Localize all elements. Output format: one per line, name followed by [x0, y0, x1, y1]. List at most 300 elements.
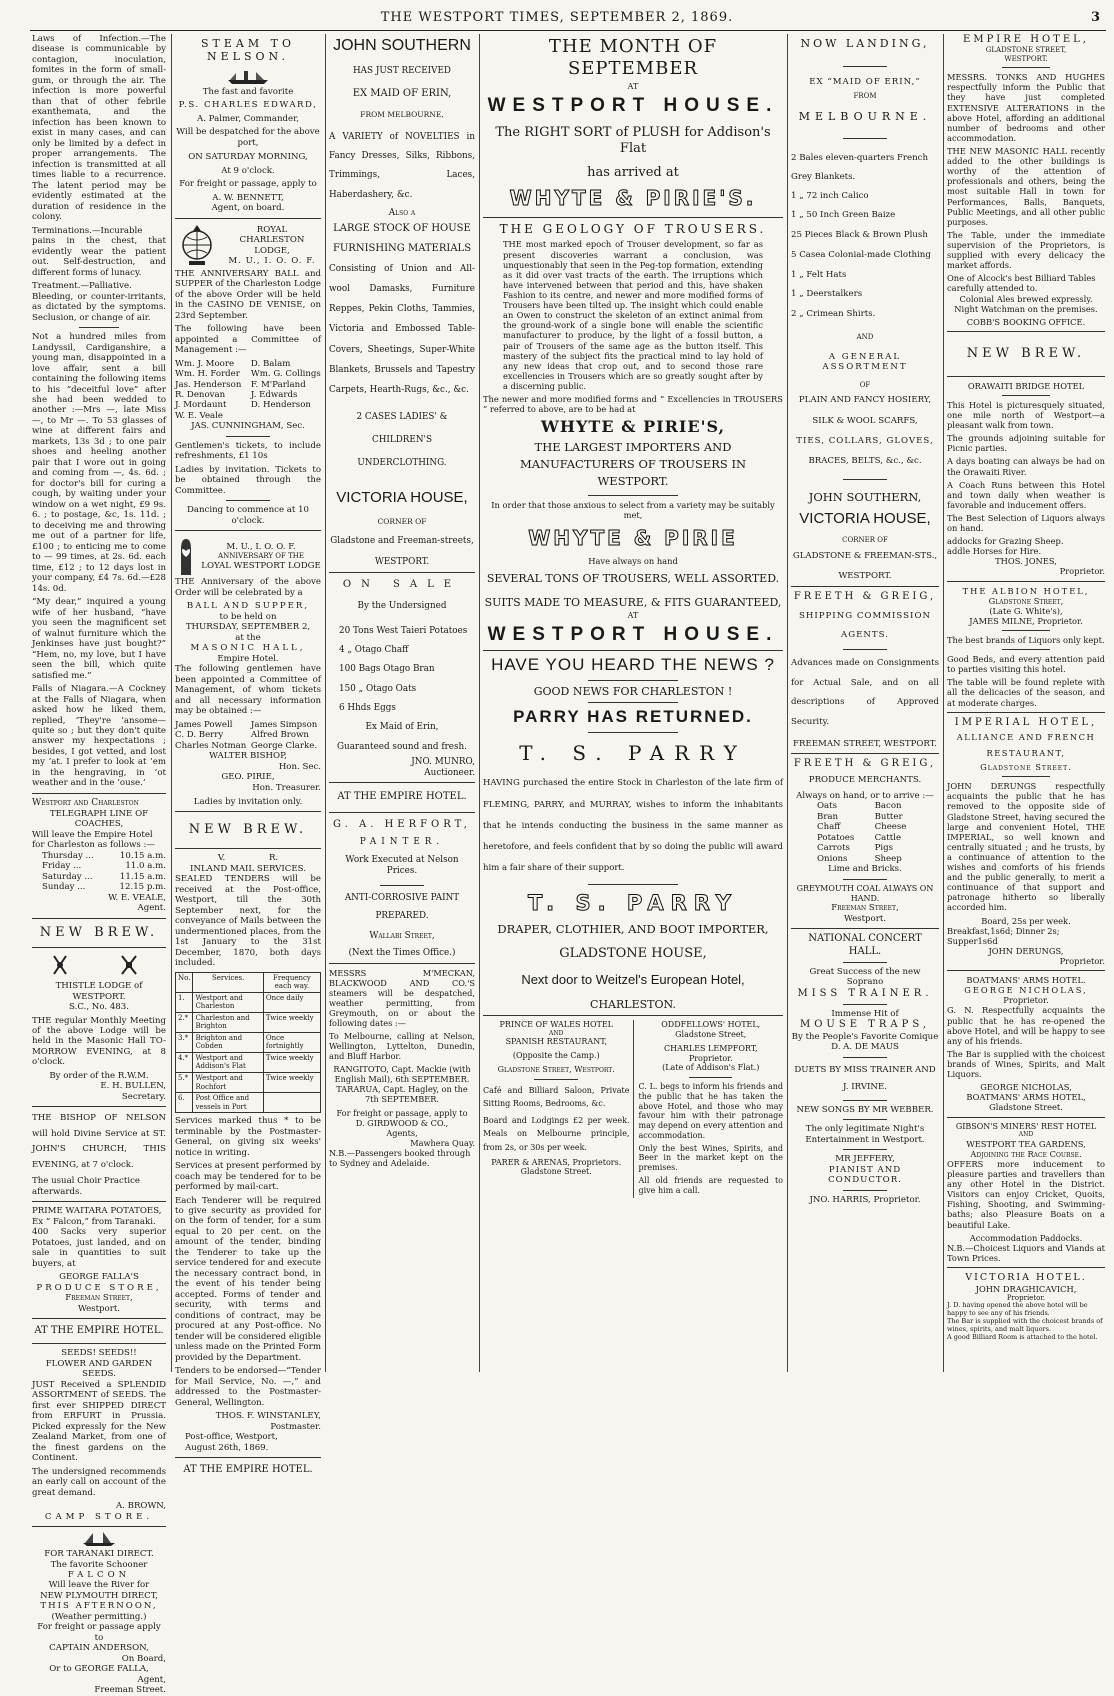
melbourne-heading: MELBOURNE. [798, 110, 932, 124]
and-label: AND [856, 333, 874, 341]
coach-row: Thursday ... 10.15 a.m. [42, 850, 166, 861]
orawaiti-body: addocks for Grazing Sheep. [947, 536, 1064, 547]
furniture-anecdote: “My dear,” inquired a young wife of her husband, “have you seen the magnificent set of walnut furniture which the Jenkinses have just bought?” “Hem, no, my love, but I have seen the bill, which quite satisfied me.” [32, 597, 166, 681]
agents-label: Agents, [386, 1127, 418, 1138]
divider [947, 376, 1105, 377]
always-on-hand: Always on hand, or to arrive :— [796, 791, 934, 801]
goods-row: Carrots Pigs [817, 843, 894, 854]
sale-item: 100 Bags Otago Bran [339, 664, 435, 675]
billiard-line: One of Alcock's best Billiard Tables carefully attended to. [947, 273, 1096, 294]
southern-line: HAS JUST RECEIVED [353, 65, 451, 76]
column-separator [943, 34, 944, 1372]
tararua-ship: TARARUA, Capt. Hagley, on the 7th SEPTEMBER. [336, 1083, 468, 1104]
seeds-body-2: The undersigned recommends an early call on account of the great demand. [32, 1466, 166, 1498]
imperial-board: Board, 25s per week. [981, 915, 1071, 926]
divider [175, 811, 321, 812]
royal-charleston-title: ROYAL CHARLESTON [239, 224, 305, 246]
news-heading: HAVE YOU HEARD THE NEWS ? [491, 655, 775, 674]
goods-row: Potatoes Cattle [817, 832, 902, 843]
taranaki-heading: FOR TARANAKI DIRECT. [44, 1549, 154, 1560]
seeds-signature: A. BROWN, [115, 1501, 166, 1512]
divider [588, 702, 678, 703]
westport-town: WESTPORT. [374, 556, 430, 567]
albion-proprietor: JAMES MILNE, Proprietor. [969, 615, 1083, 626]
winstanley-signature: THOS. F. WINSTANLEY, [215, 1411, 321, 1422]
seeds-body: JUST Received a SPLENDID ASSORTMENT of SEEDS. The first ever SHIPPED DIRECT from ERFURT in Prussia. Picked expressly for the New Zealand Market, from one of the finest gardens on the Continent. [32, 1379, 166, 1464]
imperial-body: JOHN DERUNGS respectfully acquaints the public that he has removed to the opposite side of Gladstone Street, having secured the large and convenient Hotel, THE IMPERIAL, so well known and centrally situated ; and he trusts, by a continuance of attention to the wishes and comforts of his friends and the public generally, to merit a continuance of that support and patronage hitherto so liberally accorded him. [947, 781, 1105, 913]
comique-line: By the People's Favorite Comique [791, 1031, 939, 1042]
herfort-heading: G. A. HERFORT, [333, 818, 471, 830]
mouse-traps: MOUSE TRAPS, [799, 1019, 931, 1031]
westport-house-heading: WESTPORT HOUSE. [487, 623, 779, 645]
whyte-pirie-outline: WHYTE & PIRIE [528, 525, 738, 550]
divider [79, 327, 119, 328]
national-concert-hall: NATIONAL CONCERT HALL. [808, 933, 922, 957]
divider [947, 970, 1105, 971]
rangitoto-ship: RANGITOTO, Capt. Mackie (with English Mail), 6th SEPTEMBER. [333, 1063, 471, 1084]
divider [843, 649, 887, 650]
steam-to-nelson-heading: STEAM TO NELSON. [201, 37, 295, 64]
steamer-icon [226, 67, 270, 85]
committee-row: Wm. J. Moore D. Balam [175, 358, 291, 369]
parry-returned: PARRY HAS RETURNED. [513, 707, 753, 727]
divider [588, 884, 678, 885]
greymouth-coal: GREYMOUTH COAL ALWAYS ON HAND. [796, 883, 934, 903]
steam-line: For freight or passage, apply to [179, 179, 317, 190]
alliance-restaurant: ALLIANCE AND FRENCH RESTAURANT, [956, 731, 1096, 759]
table-row: 6. Post Office and vessels in Port [176, 1093, 321, 1113]
derungs-role: Proprietor. [1059, 956, 1105, 967]
sale-item: 150 „ Otago Oats [339, 683, 417, 694]
masthead [0, 0, 1114, 32]
loyal-mu-iof: M. U., I. O. O. F. [226, 541, 296, 552]
falla-store-name: GEORGE FALLA'S [59, 1272, 139, 1283]
prince-body: Café and Billiard Saloon, Private Sitting Rooms, Bedrooms, &c. [483, 1085, 630, 1109]
divider [947, 331, 1105, 332]
now-landing-heading: NOW LANDING, [800, 37, 930, 50]
prince-heading: PRINCE OF WALES HOTEL [499, 1020, 613, 1030]
nicholas-name: GEORGE NICHOLAS, [964, 985, 1088, 996]
divider [32, 793, 166, 794]
westport-town: Westport. [77, 1303, 121, 1314]
imperial-meals: Breakfast,1s6d; Dinner 2s; Supper1s6d [947, 925, 1060, 946]
divider [588, 495, 678, 496]
oddfellows-body: C. L. begs to inform his friends and the public that he has taken the above Hotel, and those who may favour him with their patronage may depend on every attention and accommodation. [638, 1082, 783, 1140]
bishop-signature: WALTER BISHOP, [209, 751, 287, 762]
divider [226, 436, 270, 437]
committee-row: Charles Notman George Clarke. [175, 740, 318, 751]
masonic-emblem-icon [32, 952, 166, 978]
empire-street: GLADSTONE STREET, [985, 46, 1067, 55]
divider [843, 479, 887, 480]
inland-mail-heading: INLAND MAIL SERVICES. [190, 863, 306, 874]
john-southern-name: JOHN SOUTHERN, [808, 489, 922, 504]
oddfellows-globe-emblem-icon [175, 223, 219, 269]
arrived-label: has arrived at [587, 164, 679, 180]
coaches-intro: Will leave the Empire Hotel for Charleston as follows :— [32, 829, 155, 851]
divider [843, 66, 887, 67]
divider [843, 1004, 887, 1005]
corner-of: CORNER OF [842, 536, 888, 545]
divider [1002, 776, 1049, 777]
tea-gardens: WESTPORT TEA GARDENS, [966, 1138, 1086, 1149]
divider [843, 962, 887, 963]
divider [791, 753, 939, 754]
thistle-lodge-number: S.C., No. 483. [69, 1002, 129, 1013]
committee-intro: The following have been appointed a Committee of Management :— [175, 324, 321, 356]
silk-scarfs: SILK & WOOL SCARFS, [812, 415, 918, 426]
divider [32, 1318, 166, 1319]
cunningham-signature: JAS. CUNNINGHAM, Sec. [191, 421, 305, 432]
novelties-body: A VARIETY of NOVELTIES in Fancy Dresses, Silks, Ribbons, Trimmings, Laces, Haberdashery, &c. [329, 131, 475, 200]
corner-of: CORNER OF [377, 517, 427, 527]
landing-item: 2 „ Crimean Shirts. [791, 309, 876, 320]
pirie-signature: GEO. PIRIE, [221, 772, 275, 783]
column-separator [325, 34, 326, 1372]
gladstone-streets: Gladstone and Freeman-streets, [330, 536, 474, 547]
new-brew-heading: NEW BREW. [188, 822, 308, 838]
tickets-notice: Gentlemen's tickets, to include refreshments, £1 10s [175, 440, 321, 462]
prince-street: Gladstone Street, Westport. [497, 1064, 615, 1074]
ties-collars: TIES, COLLARS, GLOVES, [796, 436, 934, 446]
table-row: 5.* Westport and Rochfort Twice weekly [176, 1072, 321, 1092]
divider [791, 586, 939, 587]
divider [947, 712, 1105, 713]
divider [588, 680, 678, 681]
thistle-signature: E. H. BULLEN, [100, 1081, 166, 1092]
empire-hotel-heading: EMPIRE HOTEL, [963, 34, 1089, 45]
column-3 [329, 34, 475, 1372]
committee-row: Wm. H. Forder Wm. G. Collings [175, 369, 321, 380]
divider [175, 1457, 321, 1458]
divider [329, 782, 475, 783]
divider [791, 928, 939, 929]
freight-apply: For freight or passage, apply to [336, 1107, 468, 1118]
divider [175, 530, 321, 531]
passengers-note: N.B.—Passengers booked through to Sydney and Adelaide. [329, 1147, 471, 1168]
soprano-success: Great Success of the new Soprano [809, 966, 921, 988]
melbourne-route: To Melbourne, calling at Nelson, Wellington, Lyttelton, Dunedin, and Bluff Harbor. [329, 1030, 475, 1061]
bennett-signature: A. W. BENNETT, [212, 192, 284, 203]
thistle-signature-role: Secretary. [121, 1091, 166, 1102]
jones-signature: THOS. JONES, [995, 556, 1057, 567]
divider [843, 1190, 887, 1191]
ts-parry-outline: T. S. PARRY [528, 890, 738, 915]
divider [329, 963, 475, 964]
potatoes-heading: PRIME WAITARA POTATOES, Ex “ Falcon,” from Taranaki. [32, 1206, 162, 1227]
victoria-house-heading: VICTORIA HOUSE, [799, 509, 931, 527]
auctioneer-role: Auctioneer. [424, 767, 475, 778]
southern-from: FROM MELBOURNE, [360, 110, 444, 120]
divider [175, 848, 321, 849]
gladstone-house: GLADSTONE HOUSE, [559, 946, 707, 962]
watchman-line: Night Watchman on the premises. [954, 303, 1098, 314]
ladies-notice: Ladies by invitation. Tickets to be obtained through the Committee. [175, 464, 321, 496]
derungs-signature: JOHN DERUNGS, [988, 945, 1064, 956]
freeman-street-westport: FREEMAN STREET, WESTPORT. [793, 738, 937, 749]
divider [32, 1106, 166, 1107]
terminations-article: Terminations.—Incurable pains in the chest, that evidently wear the patient out. Self-destruction, and different forms of lunacy. [32, 225, 166, 278]
albion-body: The best brands of Liquors only kept. [947, 635, 1105, 646]
table-header-row: No. Services. Frequency each way. [176, 972, 321, 992]
ball-and-supper: BALL AND SUPPER, [186, 601, 310, 612]
nicholas-body: The Bar is supplied with the choicest brands of Wines, Spirits, and Malt Liquors. [947, 1048, 1105, 1080]
niagara-anecdote: Falls of Niagara.—A Cockney at the Falls of Niagara, when asked how he liked them, replied, ‘They're ’ansome—quite so ; but they don't quite answer my hexpectations ; besides, I got vetted, and lost my ’at. I prefer to look at ’em in the hengraving, in ’ot weather and in the ’ouse.’ [32, 684, 166, 789]
camp-store: CAMP STORE. [44, 1511, 154, 1522]
column-separator [171, 34, 172, 1372]
divider [947, 581, 1105, 582]
freeman-street: Freeman Street, [65, 1293, 133, 1304]
committee-row: C. D. Berry Alfred Brown [175, 730, 309, 741]
southern-ex-maid: EX MAID OF ERIN, [352, 88, 452, 100]
harris-proprietor: JNO. HARRIS, Proprietor. [809, 1194, 921, 1205]
choir-practice: The usual Choir Practice afterwards. [32, 1176, 140, 1197]
empire-hotel-heading: AT THE EMPIRE HOTEL. [34, 1325, 164, 1337]
gladstone-street: Gladstone Street. [989, 1102, 1063, 1113]
spanish-restaurant: SPANISH RESTAURANT, [505, 1037, 607, 1047]
hon-sec: Hon. Sec. [278, 761, 321, 772]
prince-of-wales-ad [483, 1020, 634, 1198]
falcon-ship-name: FALCON [67, 1569, 131, 1580]
always-on-hand: Have always on hand [588, 556, 678, 567]
orawaiti-body: addle Horses for Hire. [947, 546, 1042, 557]
thistle-lodge-title: THISTLE LODGE of WESTPORT. [55, 981, 143, 1002]
mail-notes: Each Tenderer will be required to give security as provided for on the form of tender, for a sum equal to 20 per cent. on the amount of the tender, binding the Tenderer to take up the service tendered for and execute the necessary contract bond, in the event of his tender being accepted. Forms of tender and security, with terms and conditions of contract, may be procured at any Post-office. No tender will be considered eligible unless made on the Printed Form provided by the Department. [175, 1195, 322, 1363]
coaches-signature: W. E. VEALE, [108, 892, 166, 903]
nicholas-body: G. N. Respectfully acquaints the public that he has re-opened the above Hotel, and will be happy to see any of his friends. [947, 1005, 1105, 1046]
from-label: FROM [853, 91, 877, 100]
wallabi-street: Wallabi Street, [369, 931, 435, 942]
thistle-lodge-body: THE regular Monthly Meeting of the above Lodge will be held in the Masonic Hall TO-MORROW EVENING, at 8 o'clock. [32, 1015, 166, 1068]
taranaki-line: For freight or passage apply to [37, 1622, 161, 1643]
munro-signature: JNO. MUNRO, [411, 756, 475, 767]
sale-item: 20 Tons West Taieri Potatoes [339, 625, 468, 636]
divider [947, 1117, 1105, 1118]
produce-merchants: PRODUCE MERCHANTS. [808, 774, 922, 785]
committee-row: W. E. Veale [175, 410, 223, 421]
goods-row: Bran Butter [817, 811, 903, 822]
divider [32, 1526, 166, 1527]
masonic-hall: MASONIC HALL, [190, 643, 306, 654]
steam-line: ON SATURDAY MORNING, [188, 152, 308, 163]
orawaiti-body: This Hotel is picturesquely situated, one mile north of Westport—a pleasant walk from town. [947, 399, 1105, 431]
house-furnishing-heading: LARGE STOCK OF HOUSE FURNISHING MATERIALS [332, 222, 472, 254]
divider [1002, 630, 1049, 631]
empire-hotel-heading: AT THE EMPIRE HOTEL. [337, 791, 467, 803]
orawaiti-body: The Best Selection of Liquors always on hand. [947, 512, 1105, 534]
loyal-anniversary: ANNIVERSARY OF THE [218, 552, 304, 561]
jeffery-name: MR JEFFERY, [835, 1154, 895, 1165]
victoria-body: The Bar is supplied with the choicest brands of wines, spirits, and malt liquors. [947, 1317, 1103, 1333]
coaches-signature-role: Agent. [137, 903, 166, 914]
divider [588, 732, 678, 733]
albion-late: (Late G. White's), [989, 605, 1063, 616]
mail-body: SEALED TENDERS will be received at the Post-office, Westport, till the 30th September next, for the conveyance of Mails between the undermentioned places, from the 1st January to the 31st December, 1870, both days included. [175, 874, 321, 969]
page-number: 3 [1090, 10, 1100, 25]
gibson-heading: GIBSON'S MINERS' REST HOTEL [955, 1121, 1097, 1131]
duets-line: DUETS BY MISS TRAINER AND J. IRVINE. [794, 1064, 936, 1092]
imperial-street: Gladstone Street. [980, 762, 1072, 773]
divider [483, 1015, 783, 1016]
hosiery-heading: PLAIN AND FANCY HOSIERY, [798, 395, 932, 406]
goods-row: Oats Bacon [817, 801, 902, 812]
goods-row: Chaff Cheese [817, 822, 907, 833]
bennett-role: Agent, on board. [211, 203, 285, 214]
gibson-body: OFFERS more inducement to pleasure parties and travellers than any other Hotel in the District. Visitors can enjoy Cricket, Quoits, Fishing, Shooting, and Swimming-baths; also Pleasure Boats on a beautiful Lake. [947, 1158, 1105, 1230]
parry-body: HAVING purchased the entire Stock in Charleston of the late firm of FLEMING, PARRY, and MURRAY, wishes to inform the inhabitants that he intends conducting the business in the same manner as heretofore, and feels confident that by so doing the public will award him a fair share of their support. [483, 778, 783, 874]
nicholas-role: Proprietor. [1003, 995, 1049, 1006]
loyal-westport-lodge: LOYAL WESTPORT LODGE [201, 560, 321, 571]
john-southern-heading: JOHN SOUTHERN [333, 37, 471, 54]
seeds-subheading: FLOWER AND GARDEN SEEDS. [45, 1358, 153, 1380]
sale-item: 4 „ Otago Chaff [339, 644, 409, 655]
coach-row: Saturday ... 11.15 a.m. [42, 871, 166, 882]
divider [1002, 649, 1049, 650]
taranaki-line: Freeman Street. [94, 1685, 166, 1696]
loyal-line: THURSDAY, SEPTEMBER 2, [185, 622, 311, 633]
braces-belts: BRACES, BELTS, &c., &c. [808, 456, 922, 467]
at-label: AT [627, 81, 639, 91]
general-assortment: A GENERAL ASSORTMENT [822, 351, 908, 373]
of-label: OF [859, 380, 871, 389]
loyal-committee-intro: The following gentlemen have been appointed a Committee of Management, of whom tickets and all necessary information may be obtained :— [175, 664, 321, 717]
orawaiti-body: A Coach Runs between this Hotel and town daily when weather is favorable and inducement offers. [947, 479, 1105, 510]
taranaki-line: The favorite Schooner [50, 1559, 148, 1570]
infection-article: Laws of Infection.—The disease is communicable by contagion, inoculation, fomites in the form of small-gum, or through the air. The infection is more powerful than that of other febrile exanthemata, and the infection has been known to exist in many cases, and can only be limited by a defect in proper arrangements. The infection is transmitted at all times liable to a recurrence. The latent period may be evidently estimated at the duration of residence in the colony. [32, 34, 166, 223]
landing-item: 1 „ Felt Hats [791, 269, 847, 280]
steam-line: Will be despatched for the above port, [176, 127, 320, 148]
new-songs: NEW SONGS BY MR WEBBER. [796, 1104, 934, 1115]
taranaki-line: Will leave the River for [48, 1580, 150, 1591]
divider [483, 217, 783, 218]
mail-date: August 26th, 1869. [185, 1442, 269, 1453]
committee-row: R. Denovan J. Edwards [175, 389, 298, 400]
mail-notes: Services marked thus * to be terminable by the Postmaster-General, on giving six weeks' notice in writing. [175, 1116, 321, 1158]
column-6 [947, 34, 1105, 1372]
ales-line: Colonial Ales brewed expressly. [959, 293, 1093, 304]
advances-body: Advances made on Consignments for Actual Sale, and on all descriptions of Approved Security. [791, 657, 939, 728]
masthead-rule [30, 30, 1106, 31]
table-row: 4.* Westport and Addison's Flat Twice weekly [176, 1052, 321, 1072]
miss-trainer: MISS TRAINER. [797, 987, 933, 999]
race-course: Adjoining the Race Course. [970, 1148, 1082, 1159]
newer-forms-body: The newer and more modified forms and “ Excellencies in TROUSERS ” referred to above, are to be had at [483, 394, 783, 415]
nicholas-signature: GEORGE NICHOLAS, [980, 1082, 1072, 1093]
divider [32, 1343, 166, 1344]
whyte-pirie-name: WHYTE & PIRIE'S, [540, 417, 726, 437]
table-row: 2.* Charleston and Brighton Twice weekly [176, 1012, 321, 1032]
imperial-heading: IMPERIAL HOTEL, [954, 716, 1098, 728]
albion-heading: THE ALBION HOTEL, [962, 585, 1090, 596]
times-office: (Next the Times Office.) [348, 947, 456, 958]
sale-ex-maid: Ex Maid of Erin, [365, 722, 439, 733]
anti-corrosive-paint: ANTI-CORROSIVE PAINT PREPARED. [344, 892, 460, 921]
plush-heading: The RIGHT SORT of PLUSH for Addison's Flat [495, 124, 771, 156]
new-brew-heading: NEW BREW. [39, 924, 159, 940]
pianist-conductor: PIANIST AND CONDUCTOR. [828, 1164, 902, 1186]
column-1 [32, 34, 166, 1696]
draper-heading: DRAPER, CLOTHIER, AND BOOT IMPORTER, [497, 922, 769, 937]
victoria-body: A good Billiard Room is attached to the hotel. [947, 1332, 1098, 1341]
orawaiti-body: The grounds adjoining suitable for Picnic parties. [947, 433, 1105, 454]
sale-item: 6 Hhds Eggs [339, 702, 396, 713]
taranaki-line: THIS AFTERNOON, [40, 1601, 158, 1612]
schooner-icon [79, 1531, 119, 1547]
boatmans-arms: BOATMANS' ARMS HOTEL, [966, 1092, 1086, 1103]
nelson-prices: Work Executed at Nelson Prices. [345, 855, 459, 877]
column-separator [787, 34, 788, 1372]
underclothing-heading: 2 CASES LADIES' & CHILDREN'S UNDERCLOTHING. [356, 412, 448, 468]
steam-commander: A. Palmer, Commander, [197, 113, 299, 124]
freeth-greig-heading: FREETH & GREIG, [793, 590, 937, 602]
coaches-heading: Westport and Charleston [32, 797, 139, 808]
gladstone-freeman: GLADSTONE & FREEMAN-STS., [792, 550, 938, 561]
divider [947, 1267, 1105, 1268]
on-sale-heading: ON SALE [342, 578, 462, 590]
ex-maid-of-erin: EX “MAID OF ERIN,” [809, 77, 921, 88]
landing-item: 5 Casea Colonial-made Clothing [791, 249, 931, 260]
legit-entertainment: The only legitimate Night's Entertainment in Westport. [805, 1124, 925, 1145]
bishop-notice: THE BISHOP OF NELSON will hold Divine Service at ST. JOHN'S CHURCH, THIS EVENING, at 7 o'clock. [32, 1113, 166, 1170]
sale-guarantee: Guaranteed sound and fresh. [337, 741, 467, 752]
at-label: AT [627, 611, 639, 621]
dancing-notice: Dancing to commence at 10 o'clock. [186, 505, 310, 526]
column-5 [791, 34, 939, 1372]
mu-iof: M. U., I. O. O. F. [228, 256, 316, 267]
boatmans-heading: BOATMANS' ARMS HOTEL. [966, 975, 1086, 986]
divider [1002, 67, 1049, 68]
month-september-heading: THE MONTH OF SEPTEMBER [548, 36, 718, 79]
also-label: Also a [388, 207, 416, 218]
goods-row: Onions Sheep [817, 853, 902, 864]
seeds-heading: SEEDS! SEEDS!! [61, 1348, 137, 1359]
divider [380, 885, 424, 886]
divider [32, 918, 166, 919]
jones-role: Proprietor. [1059, 566, 1105, 577]
divider [226, 500, 270, 501]
loyal-line: at the [235, 632, 261, 643]
coach-row: Friday ... 11.0 a.m. [42, 861, 166, 872]
suits-made: SUITS MADE TO MEASURE, & FITS GUARANTEED, [484, 595, 782, 609]
charleston-heading: CHARLESTON. [590, 997, 676, 1011]
committee-row: Jas. Henderson F. M'Parland [175, 379, 306, 390]
taranaki-line: Or to GEORGE FALLA, [49, 1664, 149, 1675]
lempfort-role: Proprietor. [688, 1053, 733, 1063]
freeman-street: Freeman Street, [831, 903, 899, 914]
steam-line: The fast and favorite [202, 86, 294, 97]
taranaki-line: NEW PLYMOUTH DIRECT, [40, 1590, 158, 1601]
mail-notes: Services at present performed by coach may be tendered for to be performed by mail-cart. [175, 1161, 321, 1193]
postmaster-role: Postmaster. [270, 1421, 321, 1432]
victoria-house-heading: VICTORIA HOUSE, [336, 488, 468, 506]
divider [843, 1149, 887, 1150]
taranaki-line: CAPTAIN ANDERSON, [49, 1643, 149, 1654]
oddfellows-heading: ODDFELLOWS' HOTEL, [661, 1020, 761, 1030]
divider [329, 812, 475, 813]
table-body: The Table, under the immediate supervision of the Proprietors, is supplied with every delicacy the market affords. [947, 229, 1105, 271]
anniversary-ball-body: THE ANNIVERSARY BALL and SUPPER of the Charleston Lodge of the above Order will be held in the CASINO DE VENISE, on 23rd September. [175, 268, 321, 321]
divider [483, 650, 783, 651]
divider [32, 1201, 166, 1202]
good-news: GOOD NEWS FOR CHARLESTON ! [533, 684, 733, 698]
divider [843, 1057, 887, 1058]
ladies-invitation: Ladies by invitation only. [193, 797, 303, 807]
empire-body: MESSRS. TONKS AND HUGHES respectfully inform the Public that they have just completed EXTENSIVE ALTERATIONS in the above Hotel, affording an additional number of bedrooms and other accommodation. [947, 72, 1105, 143]
mail-notes: Tenders to be endorsed—“Tender for Mail Service, No. —,” and addressed to the Postmaster-General, Wellington. [175, 1366, 321, 1408]
divider [843, 879, 887, 880]
taranaki-line: On Board, [121, 1653, 166, 1664]
whyte-pirie-heading: WHYTE & PIRIE'S. [509, 186, 757, 211]
